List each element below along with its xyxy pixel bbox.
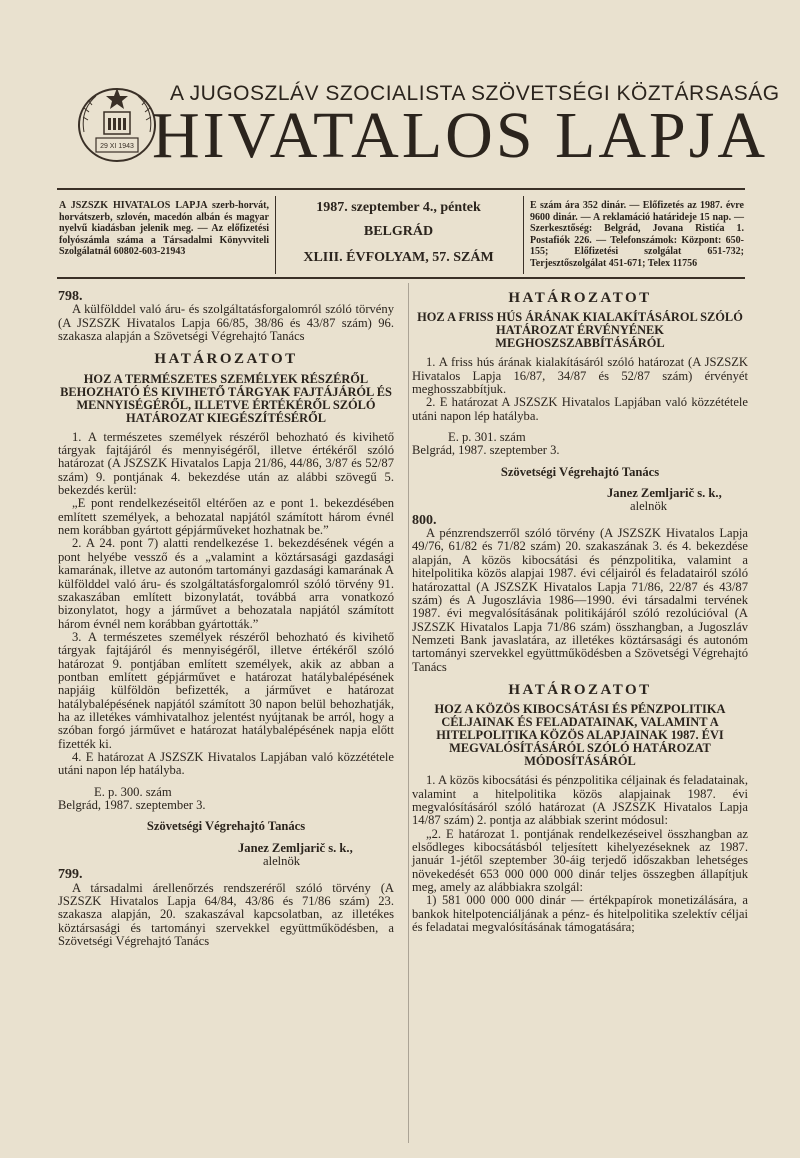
decree-798-point-3: 3. A természetes személyek részéről behozható és kivihető tárgyak fajtájáról és mennyiségéről, illetve értékéről szóló határozat 9. pontjában említett személyek, akik az abban a pontban említett gépjárművet e határozat hatálybalépésének napjáig külföldön befizették, a járművet e határozat hatálybalépésének napjától számított 30 napon belül behozhatják, ha az illetékes vámhivatalhoz jelentést nyújtanak be arról, hogy a szóban forgó járművet e határozat hatálybalépésének napja előtt fizették ki. (58, 629, 394, 751)
decree-798-council: Szövetségi Végrehajtó Tanács (146, 819, 306, 834)
svg-text:29 XI 1943: 29 XI 1943 (100, 143, 134, 150)
header-divider-bottom (57, 277, 745, 279)
left-column (58, 290, 394, 948)
decree-799-signer-role: alelnök (630, 499, 668, 514)
decree-798-ref: E. p. 300. szám (94, 784, 172, 799)
decree-798-signer-role: alelnök (263, 854, 301, 869)
decree-798-intro: A külfölddel való áru- és szolgáltatásforgalomról szóló törvény (A JSZSZK Hivatalos Lapja 66/85, 38/86 és 43/87 szám) 96. szakasza alapján a Szövetségi Végrehajtó Tanács (58, 302, 394, 344)
decree-800-point-1: 1. A közös kibocsátási és pénzpolitika céljainak és feladatainak, valamint a hitelpolitika közös alapjainak 1987. évi megvalósításáról szóló határozat (A JSZSZK Hivatalos Lapja 14/87 szám) 2. pontja az alábbiak szerint módosul: (412, 773, 748, 828)
decree-799-intro: A társadalmi árellenőrzés rendszeréről szóló törvény (A JSZSZK Hivatalos Lapja 64/84, 43/86 és 71/86 szám) 23. szakasza alapján, 20. szakaszával kapcsolatban, az illetékes köztársasági és tartományi szervekkel együttműködésben, a Szövetségi Végrehajtó Tanács (58, 880, 394, 949)
masthead-top-line: A JUGOSZLÁV SZOCIALISTA SZÖVETSÉGI KÖZTÁRSASÁG (170, 82, 780, 105)
decree-799-place-date: Belgrád, 1987. szeptember 3. (412, 443, 560, 458)
decree-798-point-4: 4. E határozat A JSZSZK Hivatalos Lapjában való közzététele utáni napon lép hatályba. (58, 749, 394, 778)
section-number-798: 798. (58, 289, 83, 304)
decree-799-ref: E. p. 301. szám (448, 430, 526, 445)
issue-number: XLIII. ÉVFOLYAM, 57. SZÁM (303, 250, 494, 265)
decree-800-subject: HOZ A KÖZÖS KIBOCSÁTÁSI ÉS PÉNZPOLITIKA CÉLJAINAK ÉS FELADATAINAK, VALAMINT A HITELPOLITIKA KÖZÖS ALAPJAINAK 1987. ÉVI MEGVALÓSÍTÁSÁRÓL SZÓLÓ HATÁROZAT MÓDOSÍTÁSÁRÓL (434, 702, 726, 769)
column-divider (408, 283, 409, 1143)
decree-800-item-1: 1) 581 000 000 000 dinár — értékpapírok monetizálására, a bankok hitelpotenciáljának a pénz- és hitelpolitika szelektív céljai és feladatai megvalósításának támogatására; (412, 893, 748, 935)
decree-799-council: Szövetségi Végrehajtó Tanács (500, 464, 660, 479)
decree-798-heading: HATÁROZATOT (154, 351, 298, 368)
decree-799-heading: HATÁROZATOT (508, 290, 652, 306)
decree-798-place-date: Belgrád, 1987. szeptember 3. (58, 798, 206, 812)
header-divider-v1 (275, 196, 276, 274)
decree-799-signer: Janez Zemljarič s. k., (607, 486, 722, 501)
section-number-800: 800. (412, 512, 437, 528)
decree-798-insert: „E pont rendelkezéseitől eltérően az e pont 1. bekezdésében említett személyek, a behozatal napjától számított három évnél nem korábban gyártott gépjárműveket hozhatnak be.” (58, 496, 394, 538)
decree-798-subject: HOZ A TERMÉSZETES SZEMÉLYEK RÉSZÉRŐL BEHOZHATÓ ÉS KIVIHETŐ TÁRGYAK FAJTÁJÁRÓL ÉS MENNYISÉGÉRŐL, ILLETVE ÉRTÉKÉRŐL SZÓLÓ HATÁROZAT KIEGÉSZÍTÉSÉRŐL (60, 371, 392, 425)
section-number-799: 799. (58, 867, 83, 883)
decree-798-point-2: 2. A 24. pont 7) alatti rendelkezése 1. bekezdésének végén a pont helyébe vessző és a „valamint a köztársasági gazdasági kamarának, illetve az autonóm tartományi gazdasági kamarának A külfölddel való áru- és szolgáltatásforgalomról szóló törvény 91. szakaszában említett bizonylatát, továbbá arra vonatkozó bizonylatot, hogy a járművet a behozatala napjától számított három évnél nem korábban gyártották.” (58, 536, 394, 631)
header-left-info: A JSZSZK HIVATALOS LAPJA szerb-horvát, horvátszerb, szlovén, macedón albán és magyar nyelvű kiadásban jelenik meg. — Az előfizetési folyószámla száma a Társadalmi Könyvviteli Szolgálatnál 60802-603-21943 (59, 200, 269, 257)
decree-799-subject: HOZ A FRISS HÚS ÁRÁNAK KIALAKÍTÁSÁROL SZÓLÓ HATÁROZAT ÉRVÉNYÉNEK MEGHOSZSZABBÍTÁSÁRÓL (417, 310, 743, 351)
decree-799-point-1: 1. A friss hús árának kialakításáról szóló határozat (A JSZSZK Hivatalos Lapja 16/87, 34/87 és 52/87 szám) érvényét meghosszabbítjuk. (412, 355, 748, 397)
issue-date: 1987. szeptember 4., péntek (316, 200, 481, 215)
decree-799-point-2: 2. E határozat A JSZSZK Hivatalos Lapjában való közzététele utáni napon lép hatályba. (412, 395, 748, 423)
decree-800-heading: HATÁROZATOT (508, 681, 652, 698)
decree-798-signer: Janez Zemljarič s. k., (238, 840, 353, 855)
decree-800-intro: A pénzrendszerről szóló törvény (A JSZSZK Hivatalos Lapja 49/76, 61/82 és 71/82 szám) 20. szakaszának 3. és 4. bekezdése alapján, A közös kibocsátási és pénzpolitika, valamint a hitelpolitika közös alapjai 1987. évi céljairól és feladatairól szóló határozattal (A JSZSZK Hivatalos Lapja 71/86, 22/87 és 43/87 szám) és A Jugoszlávia 1986—1990. évi társadalmi tervének 1987. évi megvalósításának politikájáról szóló rezolúcióval (A JSZSZK Hivatalos Lapja 71/86 szám) összhangban, a Jugoszláv Nemzeti Bank javaslatára, az illetékes köztársasági és autonóm tartományi szervekkel együttműködésben a Szövetségi Végrehajtó Tanács (412, 526, 748, 674)
header-divider-top (57, 188, 745, 190)
header-right-info: E szám ára 352 dinár. — Előfizetés az 1987. évre 9600 dinár. — A reklamáció határideje 15 nap. — Szerkesztőség: Belgrád, Jovana Ristića 1. Postafiók 226. — Telefonszámok: Központ: 650-155; Előfizetési szolgálat 651-732; Terjesztőszolgálat 451-671; Telex 11756 (530, 200, 744, 269)
masthead-title: HIVATALOS LAPJA (152, 99, 769, 172)
right-column (412, 290, 748, 934)
coat-of-arms-emblem (74, 80, 160, 166)
header-divider-v2 (523, 196, 524, 274)
decree-798-point-1: 1. A természetes személyek részéről behozható és kivihető tárgyak fajtájáról és mennyiségéről, illetve értékéről szóló határozat (A JSZSZK Hivatalos Lapja 21/86, 44/86, 3/87 és 52/87 szám) 9. pontjának 4. bekezdése után az alábbi szövegű 5. bekezdés kerül: (58, 429, 394, 498)
issue-city: BELGRÁD (363, 224, 434, 239)
decree-800-point-2: „2. E határozat 1. pontjának rendelkezéseivel összhangban az elsődleges kibocsátásból teljesített kihelyezéseknek az 1987. január 1-jétől szeptember 30-áig terjedő időszakban lehetséges növekedését 653 000 000 000 dinár teljes összegben állapítjuk meg, amely az alábbiakra szolgál: (412, 826, 748, 894)
